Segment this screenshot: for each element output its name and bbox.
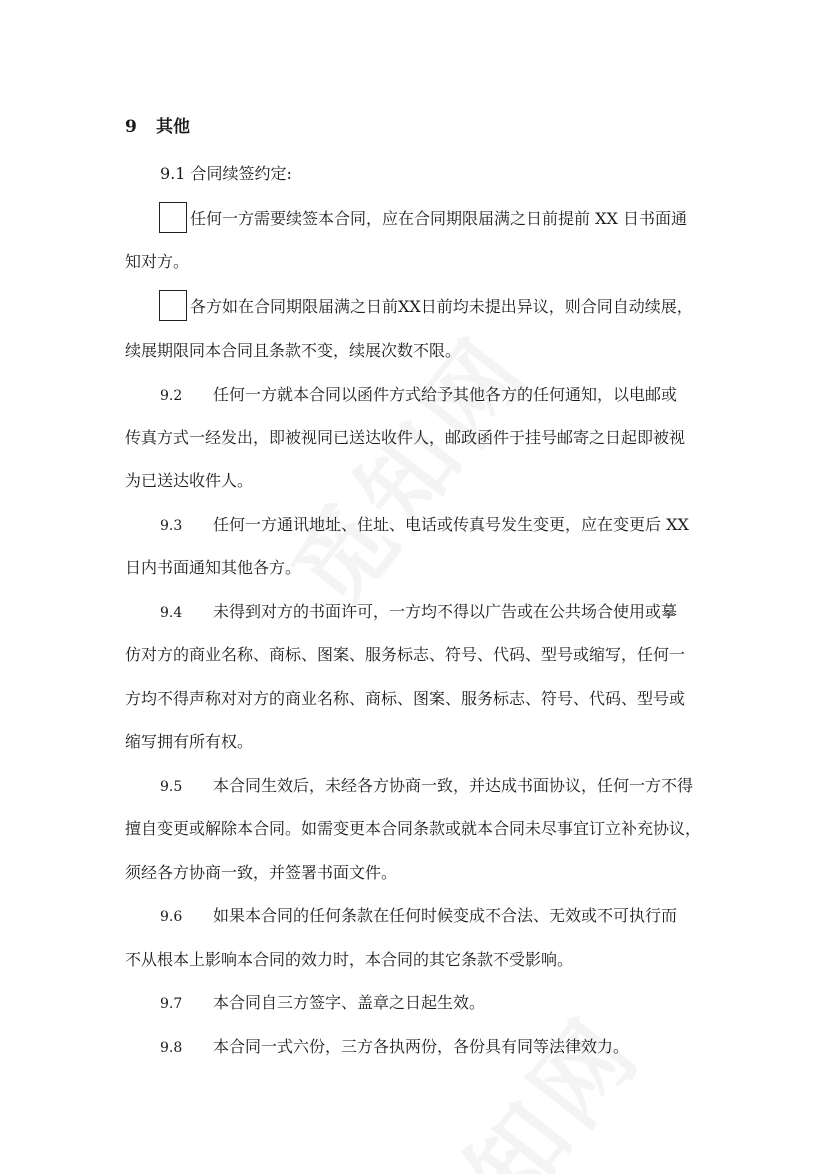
- section-number: 9: [125, 117, 137, 137]
- clause-9-5-line-3: 须经各方协商一致，并签署书面文件。: [125, 863, 398, 882]
- clause-9-4-line-2: 仿对方的商业名称、商标、图案、服务标志、符号、代码、型号或缩写，任何一: [125, 645, 686, 664]
- clause-9-1-option-1-line-2: 知对方。: [125, 252, 190, 271]
- clause-number: 9.6: [160, 909, 183, 925]
- clause-9-1-option-2-line-1: 各方如在合同期限届满之日前XX日前均未提出异议，则合同自动续展，: [190, 297, 693, 316]
- clause-number: 9.3: [160, 518, 183, 534]
- section-heading: [125, 112, 190, 137]
- clause-9-5-line-2: 擅自变更或解除本合同。如需变更本合同条款或就本合同未尽事宜订立补充协议，: [125, 819, 702, 838]
- clause-9-2-line-1: 9.2 任何一方就本合同以函件方式给予其他各方的任何通知，以电邮或: [160, 384, 677, 407]
- clause-9-5-line-1: 9.5 本合同生效后，未经各方协商一致，并达成书面协议，任何一方不得: [160, 775, 693, 798]
- clause-9-3-line-2: 日内书面通知其他各方。: [125, 558, 302, 577]
- clause-9-4-line-3: 方均不得声称对对方的商业名称、商标、图案、服务标志、符号、代码、型号或: [125, 689, 686, 708]
- clause-number: 9.8: [160, 1040, 183, 1056]
- renewal-option-1-checkbox[interactable]: [159, 202, 187, 233]
- clause-9-1-option-2-line-2: 续展期限同本合同且条款不变，续展次数不限。: [125, 341, 462, 360]
- section-title: 其他: [156, 117, 190, 137]
- clause-9-1-label: 9.1 合同续签约定:: [160, 164, 292, 183]
- clause-number: 9.4: [160, 605, 183, 621]
- clause-9-3-line-1: 9.3 任何一方通讯地址、住址、电话或传真号发生变更，应在变更后 XX: [160, 514, 689, 537]
- clause-9-4-line-1: 9.4 未得到对方的书面许可，一方均不得以广告或在公共场合使用或摹: [160, 601, 677, 624]
- clause-9-6-line-1: 9.6 如果本合同的任何条款在任何时候变成不合法、无效或不可执行而: [160, 905, 677, 928]
- clause-number: 9.5: [160, 779, 183, 795]
- clause-number: 9.2: [160, 388, 183, 404]
- clause-9-2-line-3: 为已送达收件人。: [125, 471, 254, 490]
- clause-9-8-line-1: 9.8 本合同一式六份，三方各执两份，各份具有同等法律效力。: [160, 1036, 629, 1059]
- clause-9-4-line-4: 缩写拥有所有权。: [125, 732, 254, 751]
- renewal-option-2-checkbox[interactable]: [159, 290, 187, 321]
- clause-9-7-line-1: 9.7 本合同自三方签字、盖章之日起生效。: [160, 992, 485, 1015]
- clause-9-1-option-1-line-1: 任何一方需要续签本合同，应在合同期限届满之日前提前 XX 日书面通: [190, 209, 687, 228]
- clause-9-2-line-2: 传真方式一经发出，即被视同已送达收件人，邮政函件于挂号邮寄之日起即被视: [125, 428, 686, 447]
- clause-9-6-line-2: 不从根本上影响本合同的效力时，本合同的其它条款不受影响。: [125, 950, 574, 969]
- clause-number: 9.7: [160, 996, 183, 1012]
